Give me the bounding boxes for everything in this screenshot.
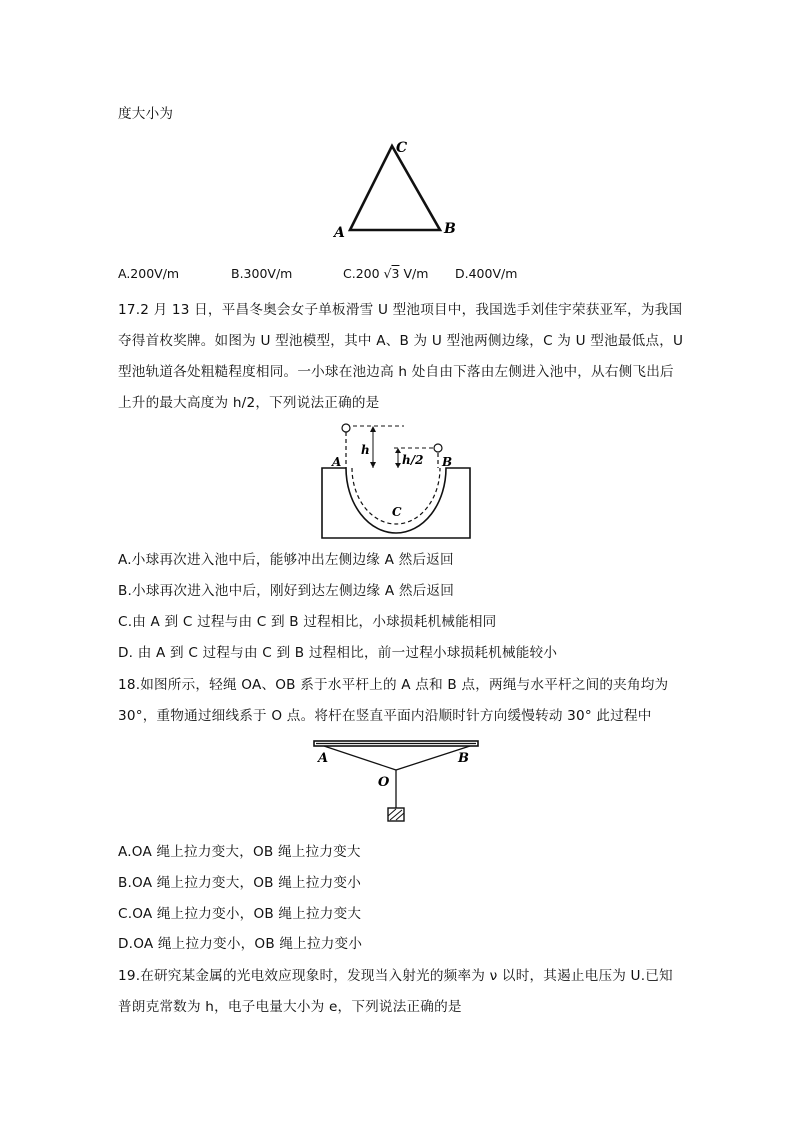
q17-label-c: C (392, 505, 402, 519)
q18-option-c: C.OA 绳上拉力变小，OB 绳上拉力变大 (118, 906, 362, 922)
q18-label-b: B (458, 751, 469, 766)
q16-option-a: A.200V/m (118, 266, 180, 281)
q16-option-c-prefix: C.200 (343, 266, 380, 281)
q17-option-a: A.小球再次进入池中后，能够冲出左侧边缘 A 然后返回 (118, 552, 454, 568)
q19-stem-line: 普朗克常数为 h，电子电量大小为 e，下列说法正确的是 (118, 999, 462, 1015)
q17-label-h: h (361, 443, 370, 457)
q16-option-c-root: 3 (391, 266, 400, 281)
q16-label-a: A (334, 225, 345, 241)
q18-stem-line: 18.如图所示，轻绳 OA、OB 系于水平杆上的 A 点和 B 点，两绳与水平杆之间的夹角均为 (118, 677, 669, 693)
q18-option-d: D.OA 绳上拉力变小，OB 绳上拉力变小 (118, 936, 363, 952)
q16-option-c-unit: V/m (403, 266, 429, 281)
q17-stem-line: 型池轨道各处粗糙程度相同。一小球在池边高 h 处自由下落由左侧进入池中，从右侧飞出后 (118, 364, 674, 380)
q17-label-a: A (332, 455, 342, 469)
ball-icon (434, 444, 442, 452)
q17-option-b: B.小球再次进入池中后，刚好到达左侧边缘 A 然后返回 (118, 583, 455, 599)
q16-label-c: C (396, 140, 408, 156)
q18-option-a: A.OA 绳上拉力变大，OB 绳上拉力变大 (118, 844, 361, 860)
q19-stem-line: 19.在研究某金属的光电效应现象时，发现当入射光的频率为 ν 以时，其遏止电压为 U.已知 (118, 968, 673, 984)
q18-stem-line: 30°，重物通过细线系于 O 点。将杆在竖直平面内沿顺时针方向缓慢转动 30° 此过程中 (118, 708, 652, 724)
ball-icon (342, 424, 350, 432)
q18-label-o: O (378, 775, 390, 790)
q16-stem-tail: 度大小为 (118, 106, 174, 122)
sqrt-icon: √ (383, 266, 392, 281)
q17-option-d: D. 由 A 到 C 过程与由 C 到 B 过程相比，前一过程小球损耗机械能较小 (118, 645, 558, 661)
q17-label-b: B (442, 455, 453, 469)
q17-option-c: C.由 A 到 C 过程与由 C 到 B 过程相比，小球损耗机械能相同 (118, 614, 497, 630)
q16-triangle-diagram (330, 136, 470, 242)
q17-stem-line: 17.2 月 13 日，平昌冬奥会女子单板滑雪 U 型池项目中，我国选手刘佳宇荣获亚军，为我国 (118, 302, 683, 318)
q16-option-b: B.300V/m (231, 266, 293, 281)
q17-stem-line: 上升的最大高度为 h/2，下列说法正确的是 (118, 395, 380, 411)
q17-u-pool-diagram (318, 420, 478, 542)
q18-label-a: A (318, 751, 329, 766)
q16-option-d: D.400V/m (455, 266, 518, 281)
q17-stem-line: 夺得首枚奖牌。如图为 U 型池模型，其中 A、B 为 U 型池两侧边缘，C 为 U 型池最低点，U (118, 333, 684, 349)
q18-rod-diagram (310, 736, 486, 828)
q18-option-b: B.OA 绳上拉力变大，OB 绳上拉力变小 (118, 875, 361, 891)
q16-option-c (343, 266, 428, 281)
q16-label-b: B (444, 221, 456, 237)
q17-label-h2: h/2 (402, 453, 424, 467)
